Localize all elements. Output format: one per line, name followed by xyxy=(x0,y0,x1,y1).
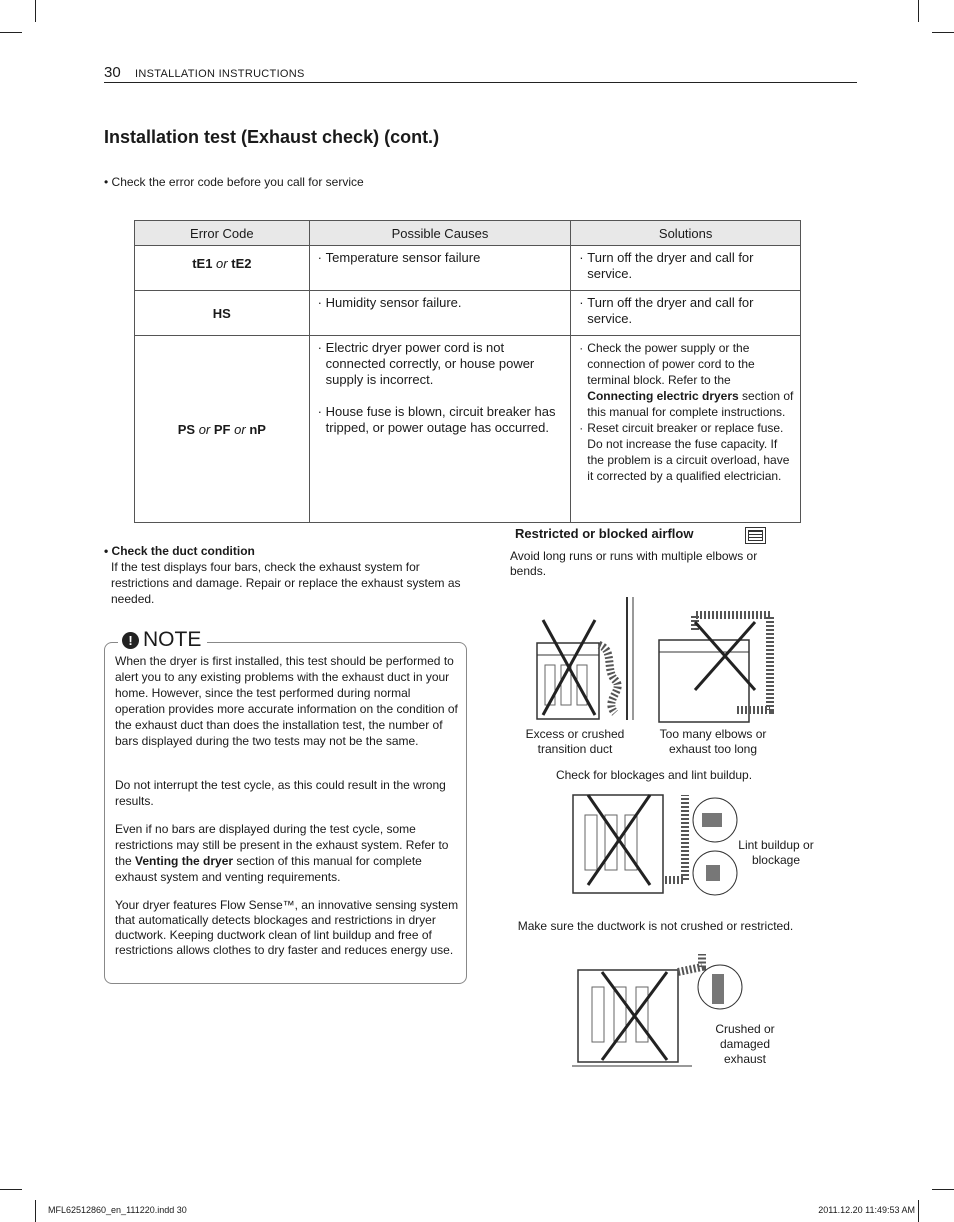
caption-crushed-note: Make sure the ductwork is not crushed or restricted. xyxy=(517,919,794,933)
elbows-illustration xyxy=(655,600,780,725)
caption-crushed: Crushed or damaged exhaust xyxy=(715,1022,775,1066)
note-label-text: NOTE xyxy=(143,628,202,651)
table-row xyxy=(135,291,801,336)
crop-mark xyxy=(932,1189,954,1190)
crop-mark xyxy=(0,1189,22,1190)
crop-mark xyxy=(918,1200,919,1222)
table-row xyxy=(135,246,801,291)
display-icon xyxy=(745,527,766,544)
header-rule xyxy=(104,82,857,83)
error-code: PF xyxy=(213,421,231,437)
note-paragraph: Your dryer features Flow Sense™, an innovative sensing system that automatically detects blockages and restrictions in dryer ductwork. Keeping ductwork clean of lint buildup and free of restrictions allows clothes to dry faster and reduces energy use. xyxy=(115,898,459,957)
or-text: or xyxy=(234,421,246,437)
solution-cell xyxy=(571,246,801,291)
excess-duct-illustration xyxy=(535,595,640,725)
crop-mark xyxy=(35,0,36,22)
page-title: Installation test (Exhaust check) (cont.) xyxy=(104,127,440,147)
cause-cell xyxy=(309,291,571,336)
error-code: tE2 xyxy=(231,256,252,271)
error-code-cell xyxy=(135,336,310,523)
error-code-cell xyxy=(135,291,310,336)
duct-body: If the test displays four bars, check the exhaust system for restrictions and damage. Repair or replace the exhaust system as needed. xyxy=(111,560,461,606)
caption-lint: Lint buildup or blockage xyxy=(738,838,814,867)
footer-date: 2011.12.20 11:49:53 AM xyxy=(818,1205,915,1215)
error-code: nP xyxy=(249,421,266,437)
error-code-cell xyxy=(135,246,310,291)
table-row xyxy=(135,336,801,523)
col-header-causes: Possible Causes xyxy=(309,221,571,246)
error-code: PS xyxy=(177,421,196,437)
error-code-table xyxy=(134,220,801,523)
cause-cell xyxy=(309,246,571,291)
page-number: 30 xyxy=(104,64,121,81)
solution-text: · Reset circuit breaker or replace fuse. Do not increase the fuse capacity. If the problem is a circuit overload, have it corrected by a qualified electrician. xyxy=(577,420,794,484)
caption-elbows: Too many elbows or exhaust too long xyxy=(659,727,767,756)
airflow-heading: Restricted or blocked airflow xyxy=(515,526,694,541)
crop-mark xyxy=(35,1200,36,1222)
note-paragraph: Do not interrupt the test cycle, as this could result in the wrong results. xyxy=(115,778,446,808)
solution-text: · Turn off the dryer and call for service. xyxy=(577,295,794,327)
cause-cell xyxy=(309,336,571,523)
note-paragraph: Even if no bars are displayed during the test cycle, some restrictions may still be present in the exhaust system. Refer to the Venting the dryer section of this manual for complete exhaust system and venting requirements. xyxy=(115,822,449,884)
solution-cell xyxy=(571,291,801,336)
table-header-row xyxy=(135,221,801,246)
note-paragraph: When the dryer is first installed, this test should be performed to alert you to any existing problems with the exhaust duct in your home. However, since the test performed during normal operation provides more accurate information on the condition of the exhaust duct than does the installation test, the number of bars displayed during the two tests may not be the same. xyxy=(115,654,458,748)
crop-mark xyxy=(932,32,954,33)
duct-heading: • Check the duct condition xyxy=(104,544,255,558)
col-header-solutions: Solutions xyxy=(571,221,801,246)
cause-text: · House fuse is blown, circuit breaker has tripped, or power outage has occurred. xyxy=(316,404,565,436)
solution-cell xyxy=(571,336,801,523)
caption-check: Check for blockages and lint buildup. xyxy=(555,768,753,782)
footer-file: MFL62512860_en_111220.indd 30 xyxy=(48,1205,187,1215)
cause-text: · Temperature sensor failure xyxy=(316,250,565,266)
caption-excess: Excess or crushed transition duct xyxy=(525,727,625,756)
solution-text: · Turn off the dryer and call for service. xyxy=(577,250,794,282)
crop-mark xyxy=(918,0,919,22)
or-text: or xyxy=(216,256,228,271)
lint-buildup-illustration xyxy=(570,785,740,900)
solution-text: · Check the power supply or the connection of power cord to the terminal block. Refer to the Connecting electric dryers section of this manual for complete instructions. xyxy=(577,340,794,420)
note-label xyxy=(118,628,207,652)
error-code: tE1 xyxy=(192,256,213,271)
crop-mark xyxy=(0,32,22,33)
airflow-body: Avoid long runs or runs with multiple elbows or bends. xyxy=(510,549,758,578)
section-header: INSTALLATION INSTRUCTIONS xyxy=(135,68,305,80)
error-code: HS xyxy=(212,305,231,321)
cause-text: · Humidity sensor failure. xyxy=(316,295,565,311)
cause-text: · Electric dryer power cord is not connected correctly, or house power supply is incorrect. xyxy=(316,340,565,388)
col-header-error-code: Error Code xyxy=(135,221,310,246)
or-text: or xyxy=(198,421,211,437)
intro-text: • Check the error code before you call for service xyxy=(104,175,364,189)
exclamation-icon: ! xyxy=(122,632,139,649)
